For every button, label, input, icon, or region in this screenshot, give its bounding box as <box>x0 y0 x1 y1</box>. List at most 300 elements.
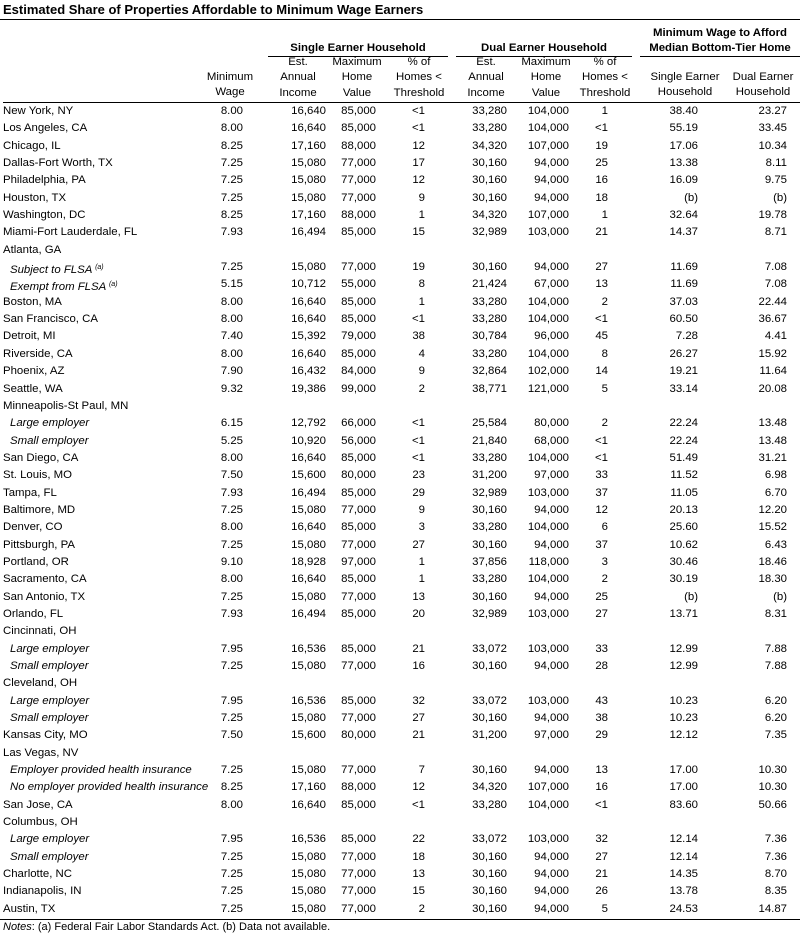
cell-single-max-value: 85,000 <box>341 451 376 464</box>
table-row <box>0 207 800 224</box>
table-row <box>0 745 800 762</box>
cell-single-max-value: 85,000 <box>341 347 376 360</box>
row-label: Riverside, CA <box>3 347 73 360</box>
row-label: Detroit, MI <box>3 330 56 343</box>
table-row <box>0 381 800 398</box>
cell-min-wage: 8.00 <box>220 798 243 811</box>
cell-afford-dual: 20.08 <box>758 382 787 395</box>
cell-single-pct: 13 <box>412 868 425 881</box>
cell-single-income: 15,080 <box>291 191 326 204</box>
row-label: Indianapolis, IN <box>3 885 82 898</box>
cell-single-pct: 12 <box>412 781 425 794</box>
cell-afford-dual: 6.20 <box>764 712 787 725</box>
cell-min-wage: 7.95 <box>220 642 243 655</box>
cell-afford-single: 24.53 <box>669 902 698 915</box>
group-header-single: Single Earner Household <box>290 42 426 54</box>
cell-single-max-value: 77,000 <box>341 174 376 187</box>
cell-afford-dual: 18.46 <box>758 555 787 568</box>
cell-single-pct: 15 <box>412 226 425 239</box>
cell-afford-single: 12.99 <box>669 660 698 672</box>
col-header-single-pct: % of Homes < Threshold <box>393 56 445 99</box>
cell-min-wage: 6.15 <box>220 417 243 430</box>
cell-afford-single: 14.37 <box>669 226 698 239</box>
cell-single-pct: 2 <box>418 902 425 915</box>
row-label: Las Vegas, NV <box>3 746 79 759</box>
cell-afford-single: 12.12 <box>669 729 698 742</box>
table-row <box>0 415 800 432</box>
row-label: New York, NY <box>3 105 74 117</box>
cell-min-wage: 9.32 <box>220 382 243 395</box>
cell-dual-max-value: 121,000 <box>527 382 569 395</box>
cell-dual-pct: <1 <box>595 451 608 464</box>
cell-afford-single: 10.23 <box>669 694 698 707</box>
table-row <box>0 328 800 345</box>
row-label: Orlando, FL <box>3 607 64 620</box>
table-row <box>0 433 800 450</box>
cell-single-pct: 9 <box>418 503 425 516</box>
cell-single-max-value: 85,000 <box>341 105 376 117</box>
cell-dual-pct: 45 <box>595 330 608 343</box>
cell-min-wage: 7.25 <box>220 850 243 863</box>
cell-single-max-value: 85,000 <box>341 521 376 534</box>
cell-dual-max-value: 94,000 <box>534 590 569 603</box>
cell-dual-pct: 12 <box>595 503 608 516</box>
table-row <box>0 883 800 900</box>
cell-afford-single: 17.00 <box>669 764 698 777</box>
cell-single-income: 10,920 <box>291 434 326 447</box>
cell-dual-income: 34,320 <box>472 209 507 222</box>
cell-single-income: 10,712 <box>291 278 326 291</box>
cell-dual-max-value: 104,000 <box>527 521 569 534</box>
cell-single-pct: 18 <box>412 850 425 863</box>
cell-min-wage: 8.00 <box>220 105 243 117</box>
cell-min-wage: 7.93 <box>220 607 243 620</box>
cell-afford-dual: 7.08 <box>764 278 787 291</box>
table-row <box>0 866 800 883</box>
group-underline-afford <box>640 56 800 57</box>
cell-dual-pct: 13 <box>595 764 608 777</box>
table-row <box>0 779 800 796</box>
cell-dual-pct: <1 <box>595 798 608 811</box>
cell-afford-dual: 13.48 <box>758 434 787 447</box>
footnotes <box>3 920 330 935</box>
cell-afford-dual: 10.30 <box>758 764 787 777</box>
cell-dual-pct: <1 <box>595 122 608 135</box>
row-label: San Diego, CA <box>3 451 79 464</box>
cell-dual-pct: 32 <box>595 833 608 846</box>
cell-afford-dual: 13.48 <box>758 417 787 430</box>
cell-dual-income: 30,160 <box>472 503 507 516</box>
cell-afford-dual: 15.52 <box>758 521 787 534</box>
cell-dual-max-value: 104,000 <box>527 313 569 326</box>
cell-single-pct: 20 <box>412 607 425 620</box>
cell-single-pct: 23 <box>412 469 425 482</box>
cell-dual-income: 25,584 <box>472 417 507 430</box>
table-row <box>0 797 800 814</box>
table-row <box>0 450 800 467</box>
cell-afford-single: (b) <box>684 590 698 603</box>
table-row <box>0 363 800 380</box>
cell-single-pct: <1 <box>412 105 425 117</box>
cell-single-max-value: 85,000 <box>341 833 376 846</box>
cell-dual-income: 33,280 <box>472 521 507 534</box>
cell-afford-dual: 14.87 <box>758 902 787 915</box>
cell-single-max-value: 77,000 <box>341 503 376 516</box>
cell-afford-dual: 7.88 <box>764 660 787 672</box>
cell-afford-single: 17.00 <box>669 781 698 794</box>
cell-dual-income: 33,280 <box>472 122 507 135</box>
cell-dual-pct: 6 <box>601 521 608 534</box>
row-label: Austin, TX <box>3 902 56 915</box>
cell-single-max-value: 88,000 <box>341 781 376 794</box>
cell-single-pct: 3 <box>418 521 425 534</box>
cell-afford-dual: 33.45 <box>758 122 787 135</box>
table-row <box>0 537 800 554</box>
cell-single-max-value: 77,000 <box>341 902 376 915</box>
cell-dual-max-value: 104,000 <box>527 122 569 135</box>
cell-single-pct: 7 <box>418 764 425 777</box>
cell-single-max-value: 97,000 <box>341 555 376 568</box>
cell-dual-max-value: 104,000 <box>527 105 569 117</box>
row-label: Philadelphia, PA <box>3 174 86 187</box>
table-row <box>0 710 800 727</box>
cell-afford-dual: 18.30 <box>758 573 787 586</box>
cell-dual-income: 33,072 <box>472 642 507 655</box>
cell-afford-single: 11.05 <box>670 486 698 499</box>
cell-single-income: 15,600 <box>291 469 326 482</box>
cell-afford-dual: 9.75 <box>764 174 787 187</box>
cell-afford-single: 20.13 <box>669 503 698 516</box>
cell-single-income: 16,494 <box>291 226 326 239</box>
cell-afford-single: 22.24 <box>669 434 698 447</box>
table-row <box>0 190 800 207</box>
row-label: Chicago, IL <box>3 139 61 152</box>
col-header-single-value: Maximum Home Value <box>332 56 382 99</box>
cell-single-pct: 12 <box>412 139 425 152</box>
table-row <box>0 693 800 710</box>
cell-single-pct: 21 <box>412 642 425 655</box>
cell-single-income: 16,640 <box>291 313 326 326</box>
cell-min-wage: 7.90 <box>220 365 243 378</box>
cell-dual-max-value: 103,000 <box>527 642 569 655</box>
cell-dual-pct: 33 <box>595 469 608 482</box>
cell-single-income: 16,640 <box>291 798 326 811</box>
row-label: Small employer <box>10 660 89 672</box>
cell-single-income: 15,080 <box>291 538 326 551</box>
group-header-dual: Dual Earner Household <box>481 42 607 54</box>
cell-dual-max-value: 104,000 <box>527 451 569 464</box>
cell-dual-max-value: 94,000 <box>534 885 569 898</box>
cell-min-wage: 7.25 <box>220 902 243 915</box>
cell-single-income: 18,928 <box>291 555 326 568</box>
cell-single-income: 15,080 <box>291 174 326 187</box>
row-label: No employer provided health insurance <box>10 781 209 794</box>
row-label: Kansas City, MO <box>3 729 88 742</box>
col-header-afford-single: Single Earner Household <box>650 71 720 99</box>
table-row <box>0 606 800 623</box>
cell-single-max-value: 88,000 <box>341 209 376 222</box>
cell-single-max-value: 85,000 <box>341 694 376 707</box>
cell-single-income: 16,494 <box>291 486 326 499</box>
footnote-marker: (a) <box>108 281 118 289</box>
cell-afford-dual: 19.78 <box>758 209 787 222</box>
row-label: Washington, DC <box>3 209 86 222</box>
table-row <box>0 172 800 189</box>
cell-dual-pct: 18 <box>595 191 608 204</box>
cell-dual-max-value: 104,000 <box>527 295 569 308</box>
cell-afford-dual: 6.20 <box>764 694 787 707</box>
cell-min-wage: 7.25 <box>220 590 243 603</box>
row-label: Cleveland, OH <box>3 677 78 690</box>
cell-single-max-value: 77,000 <box>341 261 376 274</box>
cell-dual-max-value: 67,000 <box>534 278 569 291</box>
cell-dual-income: 33,072 <box>472 833 507 846</box>
cell-single-pct: 4 <box>418 347 425 360</box>
notes-label: Notes <box>3 921 32 933</box>
row-label: Charlotte, NC <box>3 868 73 881</box>
cell-dual-max-value: 94,000 <box>534 712 569 725</box>
cell-dual-income: 30,160 <box>472 850 507 863</box>
cell-afford-dual: (b) <box>773 590 787 603</box>
cell-single-income: 16,640 <box>291 451 326 464</box>
cell-dual-income: 32,864 <box>472 365 507 378</box>
cell-min-wage: 8.00 <box>220 347 243 360</box>
cell-single-max-value: 84,000 <box>341 365 376 378</box>
cell-dual-max-value: 94,000 <box>534 191 569 204</box>
cell-afford-single: 60.50 <box>669 313 698 326</box>
cell-single-pct: 9 <box>418 365 425 378</box>
title-divider <box>0 19 800 20</box>
row-label: Houston, TX <box>3 191 67 204</box>
cell-single-pct: <1 <box>412 122 425 135</box>
cell-dual-max-value: 68,000 <box>534 434 569 447</box>
cell-dual-pct: 27 <box>595 261 608 274</box>
table-row <box>0 658 800 675</box>
cell-single-income: 15,080 <box>291 885 326 898</box>
table-row <box>0 485 800 502</box>
row-label: Los Angeles, CA <box>3 122 88 135</box>
cell-single-pct: <1 <box>412 451 425 464</box>
table-row <box>0 571 800 588</box>
cell-afford-single: 12.14 <box>669 833 698 846</box>
cell-dual-max-value: 94,000 <box>534 868 569 881</box>
row-label: Cincinnati, OH <box>3 625 77 638</box>
row-label: Atlanta, GA <box>3 243 62 256</box>
cell-dual-max-value: 103,000 <box>527 833 569 846</box>
cell-single-pct: 16 <box>412 660 425 672</box>
cell-dual-income: 32,989 <box>472 607 507 620</box>
row-label: Subject to FLSA $^{(a)}$ <box>10 264 104 277</box>
cell-min-wage: 7.25 <box>220 712 243 725</box>
cell-single-max-value: 85,000 <box>341 607 376 620</box>
cell-dual-income: 33,072 <box>472 694 507 707</box>
cell-single-max-value: 85,000 <box>341 573 376 586</box>
cell-afford-single: 10.23 <box>669 712 698 725</box>
cell-single-income: 16,536 <box>291 694 326 707</box>
cell-afford-single: 11.69 <box>670 278 698 291</box>
cell-single-pct: 1 <box>418 555 425 568</box>
row-label: Denver, CO <box>3 521 63 534</box>
cell-dual-max-value: 94,000 <box>534 850 569 863</box>
cell-dual-max-value: 104,000 <box>527 347 569 360</box>
cell-min-wage: 7.93 <box>220 486 243 499</box>
cell-min-wage: 7.95 <box>220 694 243 707</box>
cell-afford-dual: 8.71 <box>764 226 787 239</box>
cell-single-pct: 1 <box>418 295 425 308</box>
cell-dual-pct: 3 <box>601 555 608 568</box>
col-header-dual-value: Maximum Home Value <box>521 56 571 99</box>
cell-dual-income: 30,160 <box>472 261 507 274</box>
table-row <box>0 831 800 848</box>
cell-single-max-value: 77,000 <box>341 191 376 204</box>
row-label: Miami-Fort Lauderdale, FL <box>3 226 138 239</box>
row-label: Large employer <box>10 694 90 707</box>
cell-single-max-value: 77,000 <box>341 868 376 881</box>
cell-dual-income: 30,160 <box>472 191 507 204</box>
cell-afford-dual: 8.70 <box>764 868 787 881</box>
cell-dual-income: 33,280 <box>472 347 507 360</box>
cell-dual-pct: 2 <box>601 417 608 430</box>
cell-dual-pct: <1 <box>595 434 608 447</box>
cell-dual-pct: 21 <box>595 226 608 239</box>
cell-afford-single: 13.38 <box>669 157 698 170</box>
table-row <box>0 589 800 606</box>
cell-single-max-value: 85,000 <box>341 486 376 499</box>
cell-single-income: 17,160 <box>291 209 326 222</box>
cell-single-pct: <1 <box>412 798 425 811</box>
cell-single-max-value: 77,000 <box>341 660 376 672</box>
cell-single-income: 16,536 <box>291 642 326 655</box>
cell-dual-max-value: 94,000 <box>534 503 569 516</box>
cell-afford-single: 26.27 <box>669 347 698 360</box>
table-row <box>0 623 800 640</box>
row-label: Pittsburgh, PA <box>3 538 75 551</box>
row-label: Small employer <box>10 850 89 863</box>
cell-single-income: 16,640 <box>291 347 326 360</box>
cell-dual-pct: 16 <box>595 174 608 187</box>
row-label: St. Louis, MO <box>3 469 73 482</box>
cell-single-pct: <1 <box>412 313 425 326</box>
row-label: Seattle, WA <box>3 382 63 395</box>
row-label: San Francisco, CA <box>3 313 98 326</box>
cell-afford-dual: 7.36 <box>764 850 787 863</box>
cell-single-max-value: 88,000 <box>341 139 376 152</box>
cell-dual-max-value: 103,000 <box>527 226 569 239</box>
cell-dual-income: 30,784 <box>472 330 507 343</box>
cell-afford-dual: 36.67 <box>758 313 787 326</box>
cell-single-income: 15,080 <box>291 261 326 274</box>
cell-dual-income: 30,160 <box>472 712 507 725</box>
cell-afford-single: 38.40 <box>669 105 698 117</box>
cell-single-max-value: 80,000 <box>341 469 376 482</box>
col-header-dual-income: Est. Annual Income <box>467 56 505 99</box>
cell-single-income: 16,494 <box>291 607 326 620</box>
cell-single-income: 16,432 <box>291 365 326 378</box>
cell-dual-pct: 21 <box>595 868 608 881</box>
cell-afford-dual: 15.92 <box>758 347 787 360</box>
cell-afford-dual: 8.31 <box>764 607 787 620</box>
cell-single-pct: 13 <box>412 590 425 603</box>
cell-afford-dual: 11.64 <box>759 365 787 378</box>
cell-dual-pct: <1 <box>595 313 608 326</box>
cell-dual-pct: 1 <box>601 209 608 222</box>
cell-dual-pct: 8 <box>601 347 608 360</box>
cell-dual-income: 30,160 <box>472 764 507 777</box>
cell-afford-dual: 8.35 <box>764 885 787 898</box>
cell-dual-pct: 27 <box>595 607 608 620</box>
cell-single-max-value: 77,000 <box>341 590 376 603</box>
cell-afford-single: 37.03 <box>669 295 698 308</box>
cell-dual-max-value: 104,000 <box>527 573 569 586</box>
group-header-afford-line1: Minimum Wage to Afford <box>653 27 787 39</box>
cell-dual-pct: 38 <box>595 712 608 725</box>
cell-single-pct: <1 <box>412 434 425 447</box>
table-row <box>0 259 800 276</box>
cell-dual-income: 30,160 <box>472 590 507 603</box>
cell-dual-pct: 25 <box>595 157 608 170</box>
cell-single-income: 15,080 <box>291 660 326 672</box>
cell-dual-income: 30,160 <box>472 660 507 672</box>
cell-afford-single: 22.24 <box>669 417 698 430</box>
cell-single-income: 16,640 <box>291 521 326 534</box>
cell-dual-max-value: 103,000 <box>527 694 569 707</box>
cell-single-income: 19,386 <box>291 382 326 395</box>
col-header-min-wage: Minimum Wage <box>206 71 254 99</box>
cell-min-wage: 5.15 <box>220 278 243 291</box>
cell-single-pct: 12 <box>412 174 425 187</box>
cell-afford-single: 14.35 <box>669 868 698 881</box>
cell-dual-income: 30,160 <box>472 902 507 915</box>
cell-single-pct: 27 <box>412 538 425 551</box>
cell-afford-dual: 10.34 <box>758 139 787 152</box>
cell-dual-pct: 33 <box>595 642 608 655</box>
cell-single-income: 15,080 <box>291 503 326 516</box>
table-body <box>0 103 800 918</box>
cell-dual-income: 31,200 <box>472 729 507 742</box>
table-row <box>0 675 800 692</box>
table-row <box>0 346 800 363</box>
row-label: Columbus, OH <box>3 816 78 829</box>
cell-min-wage: 8.00 <box>220 295 243 308</box>
cell-min-wage: 7.25 <box>220 868 243 881</box>
cell-afford-single: 13.71 <box>669 607 698 620</box>
cell-dual-max-value: 118,000 <box>528 555 569 568</box>
cell-afford-dual: 22.44 <box>758 295 787 308</box>
table-row <box>0 103 800 120</box>
cell-dual-income: 30,160 <box>472 868 507 881</box>
cell-dual-income: 38,771 <box>472 382 507 395</box>
cell-dual-max-value: 107,000 <box>527 209 569 222</box>
cell-single-income: 16,536 <box>291 833 326 846</box>
row-label: Large employer <box>10 642 90 655</box>
table-row <box>0 155 800 172</box>
row-label: Large employer <box>10 833 90 846</box>
row-label: Tampa, FL <box>3 486 57 499</box>
cell-afford-single: (b) <box>684 191 698 204</box>
cell-dual-max-value: 102,000 <box>527 365 569 378</box>
cell-afford-dual: 23.27 <box>758 105 787 117</box>
cell-dual-income: 31,200 <box>472 469 507 482</box>
cell-min-wage: 7.25 <box>220 885 243 898</box>
cell-dual-max-value: 94,000 <box>534 157 569 170</box>
cell-dual-pct: 37 <box>595 486 608 499</box>
cell-afford-single: 33.14 <box>669 382 698 395</box>
cell-single-max-value: 66,000 <box>341 417 376 430</box>
cell-dual-max-value: 94,000 <box>534 538 569 551</box>
table-row <box>0 641 800 658</box>
row-label: Exempt from FLSA $^{(a)}$ <box>10 281 118 294</box>
cell-min-wage: 7.25 <box>220 764 243 777</box>
